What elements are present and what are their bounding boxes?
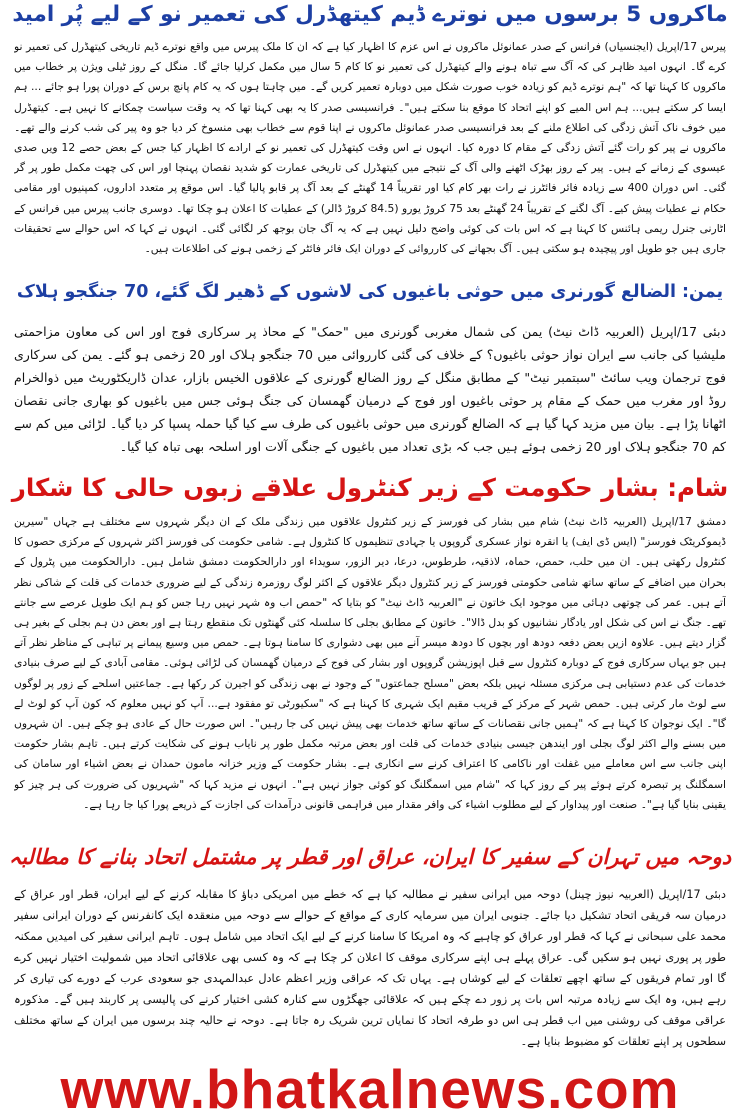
footer-site-watermark: www.bhatkalnews.com [60,1058,680,1120]
headline-doha-iran-alliance: دوحہ میں تہران کے سفیر کا ایران، عراق اور قطر پر مشتمل اتحاد بنانے کا مطالبہ [8,845,732,869]
article-body-doha: دبئی 17/اپریل (العربیہ نیوز چینل) دوحہ میں ایرانی سفیر نے مطالبہ کیا ہے کہ خطے میں امریکی دباؤ کا مقابلہ کرنے کے لیے ایران، قطر اور عراق کے درمیان سہ فریقی اتحاد تشکیل دیا جائے۔ جنوبی ایران میں سرمایہ کاری کے مواقع کے حوالے سے دوحہ میں منعقدہ ایک کانفرنس کے دوران ایرانی سفیر محمد علی سبحانی نے کہا کہ قطر اور عراق کو چاہیے کہ وہ امریکا کا سامنا کرنے کے لیے ایک اتحاد میں شامل ہوں۔ تاہم ایرانی سفیر کی امیدیں ممکنہ طور پر پوری نہیں ہو سکیں گی۔ عراق پہلے ہی اپنے سرکاری موقف کا اعلان کر چکا ہے کہ وہ کسی بھی علاقائی اتحاد میں شمولیت اختیار نہیں کرے گا اور تمام فریقوں کے ساتھ اچھے تعلقات کے لیے کوشاں ہے۔ یہاں تک کہ عراقی وزیر اعظم عادل عبدالمہدی جو سعودی عرب کے دورے کی تیاری کر رہے ہیں، وہ ایک سے زیادہ مرتبہ اس بات پر زور دے چکے ہیں کہ علاقائی جھگڑوں سے کنارہ کشی اختیار کرنے کی پالیسی پر کاربند ہیں گے۔ مذکورہ عراقی موقف کی روشنی میں اب قطر ہی اس دو طرفہ اتحاد کا نمایاں ترین شریک رہ جاتا ہے۔ دوحہ نے حالیہ چند برسوں میں ایران کے ساتھ مختلف سطحوں پر اپنے تعلقات کو مضبوط بنایا ہے۔ [14,888,726,1048]
article-body-notre-dame: پیرس 17/اپریل (ایجنسیاں) فرانس کے صدر عمانوئل ماکروں نے اس عزم کا اظہار کیا ہے کہ ان کا ملک پیرس میں واقع نوترے ڈیم تاریخی کیتھڈرل کی تعمیر نو کرے گا۔ انہوں امید ظاہر کی کہ آگ سے تباہ ہونے والے کیتھڈرل کی تعمیر نو کا کام 5 سال میں مکمل کرلیا جائے گا۔ منگل کے روز ٹیلی ویژن پر خطاب میں ماکروں کا کہنا تھا کہ "ہم نوترے ڈیم کو زیادہ خوب صورت شکل میں دوبارہ تعمیر کریں گے۔ میں چاہتا ہوں کہ یہ کام پانچ برس کے دوران پورا ہو جائے ... ہم ایسا کر سکتے ہیں... ہم اس المیے کو اپنے اتحاد کا موقع بنا سکتے ہیں"۔ فرانسیسی صدر کا یہ بھی کہنا تھا کہ یہ وقت سیاست چمکانے کا نہیں ہے۔ کیتھڈرل میں خوف ناک آتش زدگی کی اطلاع ملنے کے بعد فرانسیسی صدر عمانوئل ماکروں نے اپنا قوم سے خطاب بھی منسوخ کر دیا جو وہ پیر کی شب کرنے والے تھے۔ ماکروں نے پیر کو رات گئے آتش زدگی کے مقام کا دورہ کیا۔ انہوں نے اس وقت کیتھڈرل کی تعمیر نو کے ارادے کا اظہار کیا جس کے بعض حصے 12 ویں صدی عیسوی کے زمانے کے ہیں۔ پیر کے روز بھڑک اٹھنے والی آگ کے نتیجے میں کیتھڈرل کی تاریخی عمارت کو شدید نقصان پہنچا اور اس کی چھت مکمل طور پر گر گئی۔ اس دوران 400 سے زیادہ فائر فائٹرز نے رات بھر کام کیا اور تقریباً 14 گھنٹے کے بعد آگ پر قابو پالیا گیا۔ اس موقع پر متعدد اداروں، کمپنیوں اور مقامی حکام نے عطیات پیش کیے۔ آگ لگنے کے تقریباً 24 گھنٹے بعد 75 کروڑ یورو (84.5 کروڑ ڈالر) کے عطیات کا اعلان ہو چکا تھا۔ دوسری جانب پیرس میں فرانس کے اٹارنی جنرل ریمی ہائنس کا کہنا ہے کہ اس بات کی کوئی واضح دلیل نہیں ہے کہ یہ آگ جان بوجھ کر لگائی گئی۔ انہوں نے کہا کہ اس حوالے سے تحقیقات جاری ہیں جو طویل اور پیچیدہ ہو سکتی ہیں۔ آگ بجھانے کی کارروائی کے دوران ایک فائر فائٹر کے زخمی ہونے کی اطلاعات ہیں۔ [14,40,726,256]
article-body-syria: دمشق 17/اپریل (العربیہ ڈاٹ نیٹ) شام میں بشار کی فورسز کے زیر کنٹرول علاقوں میں زندگی ملک کے ان دیگر شہروں سے مختلف ہے جہاں "سیرین ڈیموکریٹک فورسز" (ایس ڈی ایف) یا انقرہ نواز عسکری گروپوں یا جہادی تنظیموں کا کنٹرول ہے۔ شامی حکومت کی فورسز اکثر شہروں کے مرکزی حصوں کا کنٹرول رکھتی ہیں۔ ان میں حلب، حمص، حماہ، لاذقیہ، طرطوس، درعا، دیر الزور، سویداء اور دارالحکومت دمشق شامل ہیں۔ دارالحکومت میں پٹرول کے بحران میں اضافے کے ساتھ ساتھ شامی حکومتی فورسز کے زیر کنٹرول دیگر علاقوں کے اکثر لوگ روزمرہ زندگی کے لیے ضروری خدمات کی قلت کے شاکی نظر آتے ہیں۔ عمر کی چوتھی دہائی میں موجود ایک خاتون نے "العربیہ ڈاٹ نیٹ" کو بتایا کہ "حمص اب وہ شہر نہیں رہا جس کو ہم ایک طویل عرصے سے جانتے تھے۔ جنگ نے اس کی شکل اور یادگار نشانیوں کو بدل ڈالا"۔ خاتون کے مطابق بجلی کا سلسلہ کئی گھنٹوں تک منقطع رہتا ہے اور بعض دن ہم بجلی کے بغیر ہی گزار دیتے ہیں۔ علاوہ ازیں بعض دفعہ دودھ اور بچوں کا دودھ میسر آنے میں بھی دشواری کا سامنا ہوتا ہے۔ حمص میں وسیع پیمانے پر تباہی کے مناظر نظر آتے ہیں جو یہاں سرکاری فوج کے دوبارہ کنٹرول سے قبل اپوزیشن گروپوں اور بشار کی فوج کے درمیان گھمسان کی لڑائی ہوئی۔ مقامی آبادی کے لیے صرف بنیادی خدمات کی عدم دستیابی ہی مرکزی مسئلہ نہیں بلکہ بعض "مسلح جماعتوں" کے وجود نے بھی زندگی کو اجیرن کر رکھا ہے۔ جماعتیں اسلحے کے زور پر لوگوں سے لوٹ مار کرتی ہیں۔ حمص شہر کے مرکز کے قریب مقیم ایک شہری کا کہنا ہے کہ "سکیورٹی تو مفقود ہے... آپ کو نہیں معلوم کہ کون آپ کو لوٹ لے گا"۔ ایک نوجوان کا کہنا ہے کہ "ہمیں جانی نقصانات کے ساتھ ساتھ خدمات بھی پیش نہیں کی جا رہیں"۔ اس صورت حال کے عادی ہو چکے ہیں۔ ان شہروں میں بسنے والے اکثر لوگ بجلی اور ایندھن جیسی بنیادی خدمات کی قلت اور بعض مرتبہ مکمل طور پر نایاب ہونے کی شکایت کرتے ہیں۔ تاہم بشار حکومت اپنی جانب سے اس معاملے میں غفلت اور ناکامی کا اعتراف کرنے سے انکاری ہے۔ بشار حکومت کے وزیر خزانہ مامون حمدان نے بعض اشیاء اور سامان کی اسمگلنگ پر تبصرہ کرتے ہوئے پیر کے روز کہا کہ "شام میں اسمگلنگ کو کوئی جواز نہیں ہے"۔ انہوں نے مزید کہا کہ "شہریوں کی ضرورت کی ہر چیز کو یقینی بنایا گیا ہے"۔ صنعت اور پیداوار کے لیے مطلوب اشیاء کی وافر مقدار میں فراہمی قانونی درآمدات کی اجازت کے ذریعے پورا کیا جا رہا ہے۔ [14,515,726,811]
headline-macron-notre-dame: ماکروں 5 برسوں میں نوترے ڈیم کیتھڈرل کی تعمیر نو کے لیے پُر امید [12,2,728,27]
article-body-yemen: دبئی 17/اپریل (العربیہ ڈاٹ نیٹ) یمن کی شمال مغربی گورنری میں "حمک" کے محاذ پر سرکاری فوج اور اس کی معاون مزاحمتی ملیشیا کی جانب سے ایران نواز حوثی باغیوں؟ کے خلاف کی گئی کارروائی میں 70 جنگجو ہلاک اور 20 زخمی ہو گئے۔ یمن کی سرکاری فوج ترجمان ویب سائٹ "سبتمبر نیٹ" کے مطابق منگل کے روز الضالع گورنری کے علاقوں الخیس بازار، عدان ڈاریکٹوریٹ میں ذوالخرام روڈ اور مغرب میں حمک کے مقام پر حوثی باغیوں اور فوج کے درمیان گھمسان کی جنگ ہوئی جس میں باغیوں کو بھاری جانی نقصان اٹھانا پڑا ہے۔ بیان میں مزید کہا گیا ہے کہ الضالع گورنری میں حوثی باغیوں کی طرف سے کیا گیا حملہ پسپا کر دیا گیا۔ لڑائی میں کم سے کم 70 جنگجو ہلاک اور 20 زخمی ہوئے ہیں جب کہ بڑی تعداد میں باغیوں کے جنگی آلات اور اسلحہ بھی تباہ کیا گیا۔ [14,324,726,454]
headline-syria-government-areas: شام: بشار حکومت کے زیر کنٹرول علاقے زبوں حالی کا شکار [11,473,729,502]
headline-yemen-al-dhale: یمن: الضالع گورنری میں حوثی باغیوں کی لاشوں کے ڈھیر لگ گئے، 70 جنگجو ہلاک [16,282,724,302]
